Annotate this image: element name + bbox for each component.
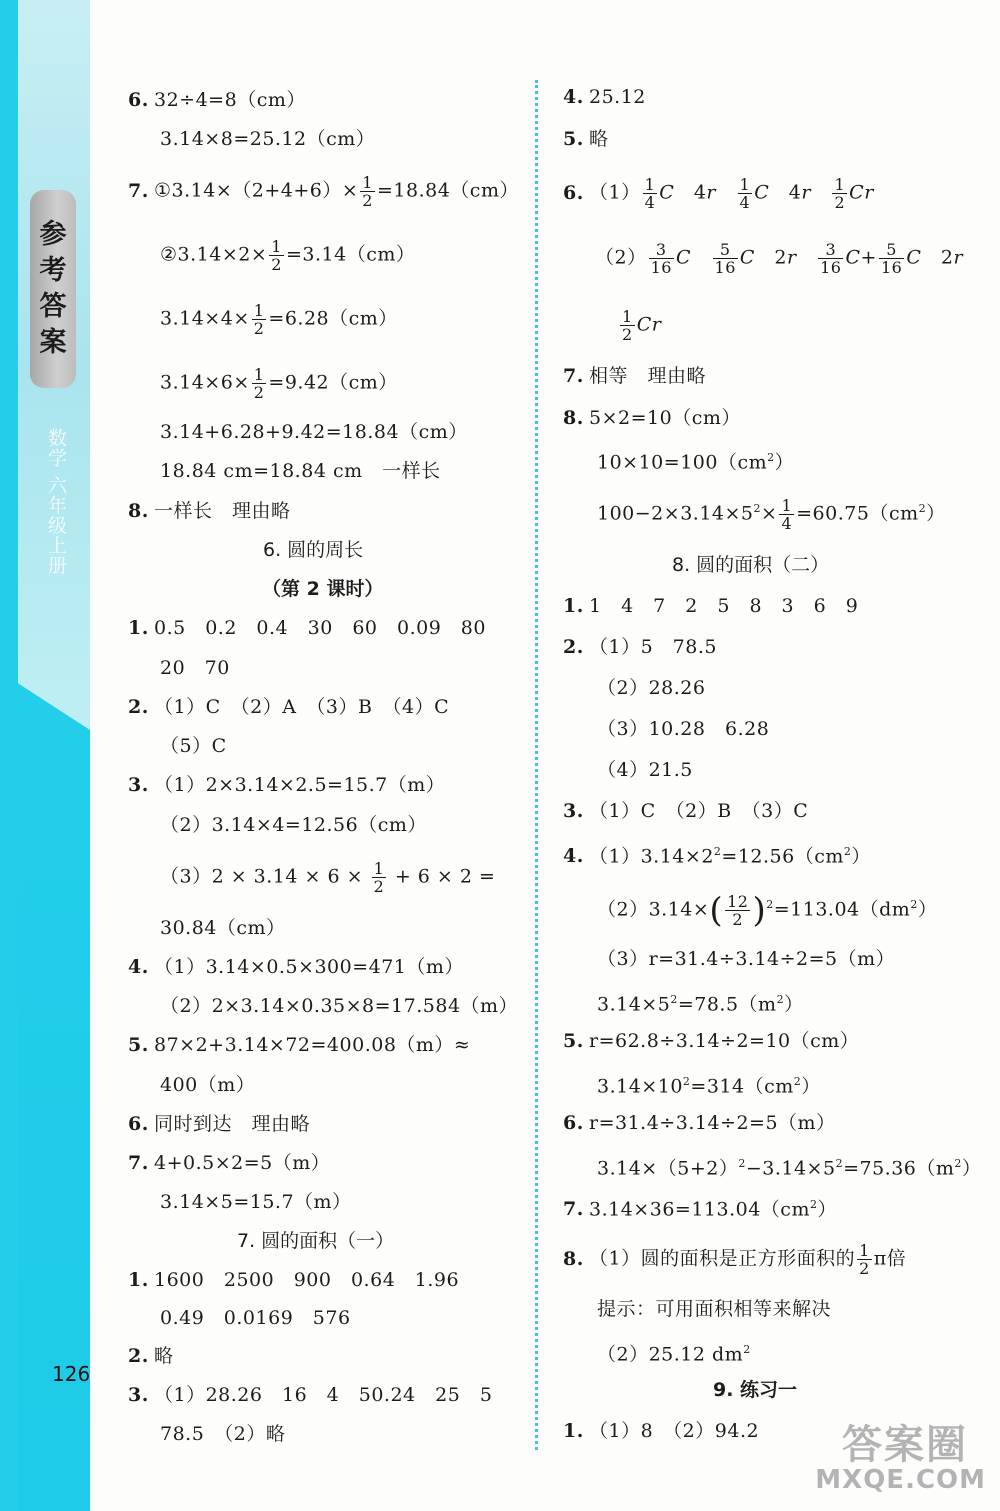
answer-line: 3.14×8=25.12（cm）	[160, 128, 376, 150]
answer-line: 7. 相等 理由略	[563, 365, 707, 387]
answer-line: 78.5 （2）略	[160, 1423, 286, 1445]
answer-line: （5）C	[160, 735, 227, 757]
answer-line: 4. （1）3.14×0.5×300=471（m）	[128, 956, 464, 978]
answer-line: （3）2 × 3.14 × 6 × $\frac{1}{2}$ + 6 × 2 =	[160, 859, 496, 896]
answer-line: 7. 4+0.5×2=5（m）	[128, 1152, 331, 1174]
answer-line: （4）21.5	[597, 759, 693, 781]
section-subtitle: （第 2 课时）	[262, 578, 384, 600]
watermark-domain: MXQE.COM	[815, 1465, 986, 1495]
watermark-logo-text: 答案圈	[842, 1422, 968, 1468]
tab-char: 考	[39, 255, 67, 286]
answer-line: （2）2×3.14×0.35×8=17.584（m）	[160, 995, 519, 1017]
section-title: 7. 圆的面积（一）	[237, 1230, 395, 1252]
sidebar	[0, 0, 90, 1511]
answer-line: 3. （1）C （2）B （3）C	[563, 800, 809, 822]
answer-line: $100-2\times 3.14\times 5^2\times$ $\frac{1}{4}$ $=60.75(cm^2)$	[597, 495, 946, 533]
answer-line: 4. 25.12	[563, 86, 646, 108]
answer-line: （2）25.12 $dm^2$	[597, 1343, 751, 1366]
section-title: 6. 圆的周长	[263, 539, 364, 561]
answer-line: 5. 略	[563, 128, 609, 150]
sidebar-edge	[0, 0, 18, 1511]
answer-line: （2）3.14×( $\frac{12}{2}$ )$^2=113.04(dm^2)$	[597, 890, 938, 931]
answer-line: 30.84（cm）	[160, 917, 286, 939]
answer-line: 1. 0.5 0.2 0.4 30 60 0.09 80	[128, 617, 486, 639]
tab-char: 答	[39, 291, 67, 322]
section-title: 8. 圆的面积（二）	[672, 554, 830, 576]
answer-line: 5. 87×2+3.14×72=400.08（m）≈	[128, 1034, 471, 1056]
answer-line: 8. 5×2=10（cm）	[563, 407, 741, 429]
answer-line: 2. （1）5 78.5	[563, 636, 717, 658]
answer-line: 1. 1600 2500 900 0.64 1.96	[128, 1269, 460, 1291]
section-title: 9. 练习一	[713, 1379, 798, 1401]
answer-line: 400（m）	[160, 1074, 256, 1096]
answer-line: （3）r=31.4÷3.14÷2=5（m）	[597, 948, 896, 970]
answer-line: $\frac{1}{2}$ Cr	[622, 307, 662, 344]
column-divider	[535, 80, 538, 1450]
answer-line: 0.49 0.0169 576	[160, 1307, 351, 1329]
answer-line: 7. $3.14\times 36=113.04(cm^2)$	[563, 1198, 837, 1221]
answer-line: $3.14\times 5^2=78.5(m^2)$	[597, 993, 804, 1016]
answer-line: 6. （1） $\frac{1}{4}$ C 4r $\frac{1}{4}$ C 4r $\frac{1}{2}$ Cr	[563, 175, 874, 212]
answer-line: 3.14+6.28+9.42=18.84（cm）	[160, 421, 468, 443]
tab-char: 参	[39, 219, 67, 250]
answer-line: 4. $(1)3.14\times 2^2=12.56(cm^2)$	[563, 845, 871, 868]
answer-line: 3.14×5=15.7（m）	[160, 1191, 352, 1213]
answer-line: 1. （1）8 （2）94.2	[563, 1420, 760, 1442]
answer-line: $10\times 10=100(cm^2)$	[597, 451, 795, 474]
page-number: 126	[52, 1362, 91, 1386]
answer-line: 7. ①3.14×（2+4+6）× $\frac{1}{2}$ =18.84（cm）	[128, 173, 519, 210]
answer-line: 6. 同时到达 理由略	[128, 1113, 311, 1135]
answer-line: 3. （1）28.26 16 4 50.24 25 5	[128, 1384, 493, 1406]
answer-line: 2. （1）C （2）A （3）B （4）C	[128, 696, 450, 718]
answer-line: （2）3.14×4=12.56（cm）	[160, 814, 427, 836]
answer-line: 提示：可用面积相等来解决	[597, 1298, 832, 1320]
answer-line: 2. 略	[128, 1345, 174, 1367]
answer-line: ②3.14×2× $\frac{1}{2}$ =3.14（cm）	[160, 237, 416, 274]
tab-char: 案	[39, 327, 67, 358]
answer-line: 20 70	[160, 657, 230, 679]
answer-line: 18.84 cm=18.84 cm 一样长	[160, 460, 441, 482]
answer-key-tab	[30, 190, 76, 388]
answer-line: （3）10.28 6.28	[597, 718, 770, 740]
answer-line: $3.14\times 10^2=314(cm^2)$	[597, 1075, 821, 1098]
answer-line: $3.14\times(5+2)^2-3.14\times 5^2=75.36(m^2)$	[597, 1157, 982, 1180]
answer-line: 3.14×4× $\frac{1}{2}$ =6.28（cm）	[160, 301, 398, 338]
answer-line: 6. r=31.4÷3.14÷2=5（m）	[563, 1112, 836, 1134]
answer-line: 5. r=62.8÷3.14÷2=10（cm）	[563, 1030, 860, 1052]
site-watermark	[782, 1413, 992, 1505]
answer-line: 3.14×6× $\frac{1}{2}$ =9.42（cm）	[160, 365, 398, 402]
answer-line: 8. （1）圆的面积是正方形面积的 $\frac{1}{2}$ π倍	[563, 1241, 907, 1278]
answer-line: （2） $\frac{3}{16}$ C $\frac{5}{16}$ C 2r $\frac{3}{16}$ C+ $\frac{5}{16}$ C 2r	[595, 240, 964, 277]
answer-line: 3. （1）2×3.14×2.5=15.7（m）	[128, 774, 446, 796]
book-subtitle: 数学 六年级上册	[45, 428, 67, 576]
answer-line: 8. 一样长 理由略	[128, 500, 291, 522]
answer-line: 1. 1 4 7 2 5 8 3 6 9	[563, 595, 859, 617]
answer-line: （2）28.26	[597, 677, 706, 699]
answer-line: 6. 32÷4=8（cm）	[128, 89, 306, 111]
